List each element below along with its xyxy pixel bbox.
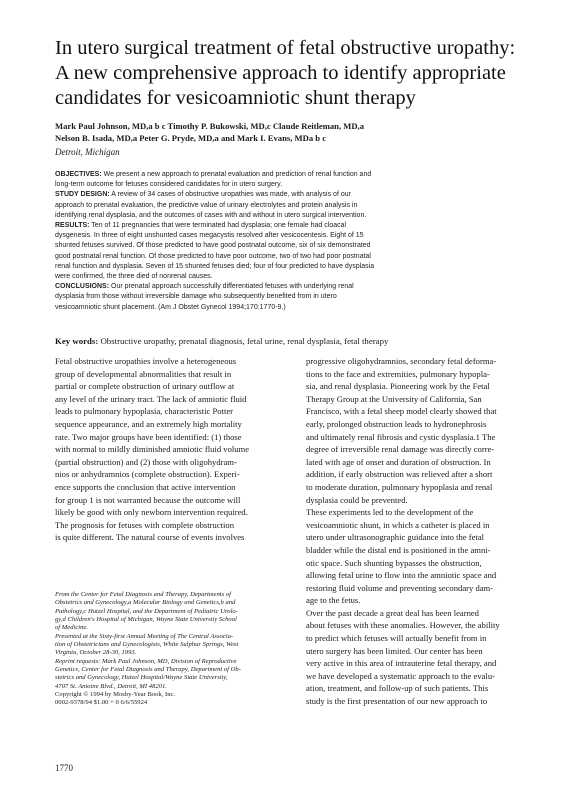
abstract-line: good postnatal renal function. Of those predicted to have poor outcome, two of two had poor postnatal	[55, 252, 371, 260]
abstract-text: A review of 34 cases of obstructive uropathies was made, with analysis of our	[109, 191, 351, 199]
body-column-right	[306, 355, 532, 708]
body-line: addition, if early obstruction was relieved after a short	[306, 469, 493, 480]
body-line: about fetuses with these anomalies. However, the ability	[306, 620, 500, 631]
abstract-text: Our prenatal approach successfully differentiated fetuses with underlying renal	[109, 283, 354, 291]
title-line: candidates for vesicoamniotic shunt therapy	[55, 87, 416, 109]
footnote-line: of Medicine.	[55, 624, 88, 632]
body-line: early, prolonged obstruction leads to hydronephrosis	[306, 418, 487, 429]
body-line: age to the fetus.	[306, 595, 361, 606]
abstract-line	[55, 221, 535, 231]
footnote-line: tion of Obstetricians and Gynecologists, White Sulphur Springs, West	[55, 641, 239, 649]
abstract	[55, 170, 535, 313]
abstract-text: Ten of 11 pregnancies that were terminated had dysplasia; one female had cloacal	[89, 222, 347, 230]
body-line: Over the past decade a great deal has been learned	[306, 607, 479, 618]
abstract-line: dysgenesis. In three of eight unshunted cases megacystis resolved after vesicocentesis. Eight of 15	[55, 232, 364, 240]
abstract-text: We present a new approach to prenatal evaluation and prediction of renal function and	[101, 171, 372, 178]
body-line: likely be good with only newborn intervention required.	[55, 507, 248, 518]
body-line: to moderate duration, pulmonary hypoplasia and renal	[306, 481, 493, 492]
body-line: group of developmental abnormalities that result in	[55, 368, 232, 379]
body-line: Fetal obstructive uropathies involve a heterogeneous	[55, 356, 237, 366]
abstract-label-objectives: OBJECTIVES:	[55, 171, 102, 178]
footnote-line: From the Center for Fetal Diagnosis and Therapy, Departments of	[55, 591, 231, 598]
footnote-line: Presented at the Sixty-first Annual Meeting of The Central Associa-	[55, 632, 234, 640]
footnote-line: Pathology,c Hutzel Hospital, and the Department of Pediatric Urolo-	[55, 607, 238, 615]
body-line: Therapy Group at the University of California, San	[306, 393, 482, 404]
body-line: sia, and renal dysplasia. Pioneering work by the Fetal	[306, 381, 490, 392]
abstract-line: long-term outcome for fetuses considered candidates for in utero surgery.	[55, 181, 283, 189]
title-line: A new comprehensive approach to identify appropriate	[55, 62, 506, 84]
body-line: allowing fetal urine to flow into the amniotic space and	[306, 570, 497, 581]
body-line: we have developed a systematic approach to the evalu-	[306, 670, 495, 681]
abstract-line: approach to prenatal evaluation, the predictive value of urinary electrolytes and protein analysis in	[55, 201, 358, 209]
body-line: otic space. Such shunting bypasses the obstruction,	[306, 557, 482, 568]
body-line: study is the first presentation of our new approach to	[306, 696, 488, 707]
body-line: to predict which fetuses will actually benefit from in	[306, 633, 487, 644]
copyright-line: 0002-9378/94 $1.00 + 0 6/6/55924	[55, 699, 148, 707]
affiliation: Detroit, Michigan	[55, 147, 120, 157]
footnote-line: Obstetrics and Gynecology,a Molecular Biology and Genetics,b and	[55, 599, 236, 607]
page-number: 1770	[55, 763, 73, 773]
body-line: dysplasia could be prevented.	[306, 494, 408, 505]
body-line: nios or anhydramnios (complete obstruction). Experi-	[55, 469, 240, 480]
abstract-label-design: STUDY DESIGN:	[55, 191, 110, 199]
footnote-line: Genetics, Center for Fetal Diagnosis and Therapy, Department of Ob-	[55, 666, 241, 674]
body-line: sequence appearance, and an extremely high mortality	[55, 418, 242, 429]
body-line: lated with age of onset and duration of obstruction. In	[306, 456, 491, 467]
footnote-line: gy,d Children's Hospital of Michigan, Wayne State University School	[55, 616, 237, 624]
body-line: and ultimately renal fibrosis and cystic dysplasia.1 The	[306, 431, 496, 442]
body-line: partial or complete obstruction of urinary outflow at	[55, 381, 235, 392]
footnote-line: Virginia, October 28-30, 1993.	[55, 649, 137, 657]
author-list	[55, 120, 535, 145]
body-line: ence supports the conclusion that active intervention	[55, 481, 236, 492]
body-line: utero under ultrasonographic guidance into the fetal	[306, 532, 485, 543]
abstract-line	[55, 190, 535, 200]
title-line: In utero surgical treatment of fetal obstructive uropathy:	[55, 37, 516, 59]
body-line: progressive oligohydramnios, secondary fetal deforma-	[306, 356, 497, 366]
keywords-text: Obstructive uropathy, prenatal diagnosis, fetal urine, renal dysplasia, fetal therapy	[98, 336, 389, 346]
abstract-line: were confirmed, the three died of nonrenal causes.	[55, 273, 213, 281]
abstract-line: renal function and dysplasia. Seven of 15 shunted fetuses died; four of four predicted to have dysplasia	[55, 262, 375, 270]
body-line: utero surgery has been limited. Our center has been	[306, 645, 483, 656]
body-line: (partial obstruction) and (2) those with oligohydram-	[55, 456, 237, 467]
body-line: for group 1 is not warranted because the outcome will	[55, 494, 241, 505]
body-line: restoring fluid volume and preventing secondary dam-	[306, 582, 494, 593]
body-line: any level of the urinary tract. The lack of amniotic fluid	[55, 393, 247, 404]
body-line: bladder while the distal end is positioned in the amni-	[306, 544, 491, 555]
body-line: vesicoamniotic shunt, in which a catheter is placed in	[306, 519, 490, 530]
abstract-line: shunted fetuses survived. Of those predicted to have good postnatal outcome, six of six demonstrated	[55, 242, 371, 250]
body-line: rate. Two major groups have been identified: (1) those	[55, 431, 242, 442]
body-line: leads to pulmonary hypoplasia, characteristic Potter	[55, 406, 234, 417]
body-line: with normal to mildly diminished amniotic fluid volume	[55, 444, 250, 455]
abstract-line: identifying renal dysplasia, and the outcomes of cases with and without in utero surgical intervention.	[55, 211, 367, 219]
body-line: tions to the face and extremities, pulmonary hypopla-	[306, 368, 490, 379]
footnote-line: Reprint requests: Mark Paul Johnson, MD, Division of Reproductive	[55, 657, 237, 665]
author-line: Mark Paul Johnson, MD,a b c Timothy P. Bukowski, MD,c Claude Reitleman, MD,a	[55, 121, 365, 131]
footnote-line: 4707 St. Antoine Blvd., Detroit, MI 48201.	[55, 682, 167, 690]
copyright-line: Copyright © 1994 by Mosby-Year Book, Inc.	[55, 691, 176, 699]
body-line: very active in this area of intrauterine fetal therapy, and	[306, 658, 497, 669]
article-title	[55, 36, 555, 111]
abstract-line	[55, 170, 535, 180]
footnotes	[55, 591, 281, 708]
abstract-line: dysplasia from those without irreversible damage who subsequently benefited from in utero	[55, 293, 337, 301]
author-line: Nelson B. Isada, MD,a Peter G. Pryde, MD,a and Mark I. Evans, MDa b c	[55, 133, 327, 144]
abstract-line: vesicoamniotic shunt placement. (Am J Obstet Gynecol 1994;170:1770-9.)	[55, 303, 286, 311]
abstract-label-results: RESULTS:	[55, 222, 90, 230]
keywords	[55, 336, 525, 346]
body-line: degree of irreversible renal damage was directly corre-	[306, 444, 495, 455]
abstract-label-conclusions: CONCLUSIONS:	[55, 283, 110, 291]
body-line: is quite different. The natural course of events involves	[55, 532, 245, 543]
abstract-line	[55, 282, 535, 292]
body-line: ation, treatment, and follow-up of such patients. This	[306, 683, 489, 694]
body-line: Francisco, with a fetal sheep model clearly showed that	[306, 406, 497, 417]
body-column-left	[55, 355, 281, 544]
footnote-line: stetrics and Gynecology, Hutzel Hospital/Wayne State University,	[55, 674, 228, 682]
body-line: The prognosis for fetuses with complete obstruction	[55, 519, 235, 530]
body-line: These experiments led to the development of the	[306, 507, 474, 518]
keywords-label: Key words:	[55, 336, 99, 346]
